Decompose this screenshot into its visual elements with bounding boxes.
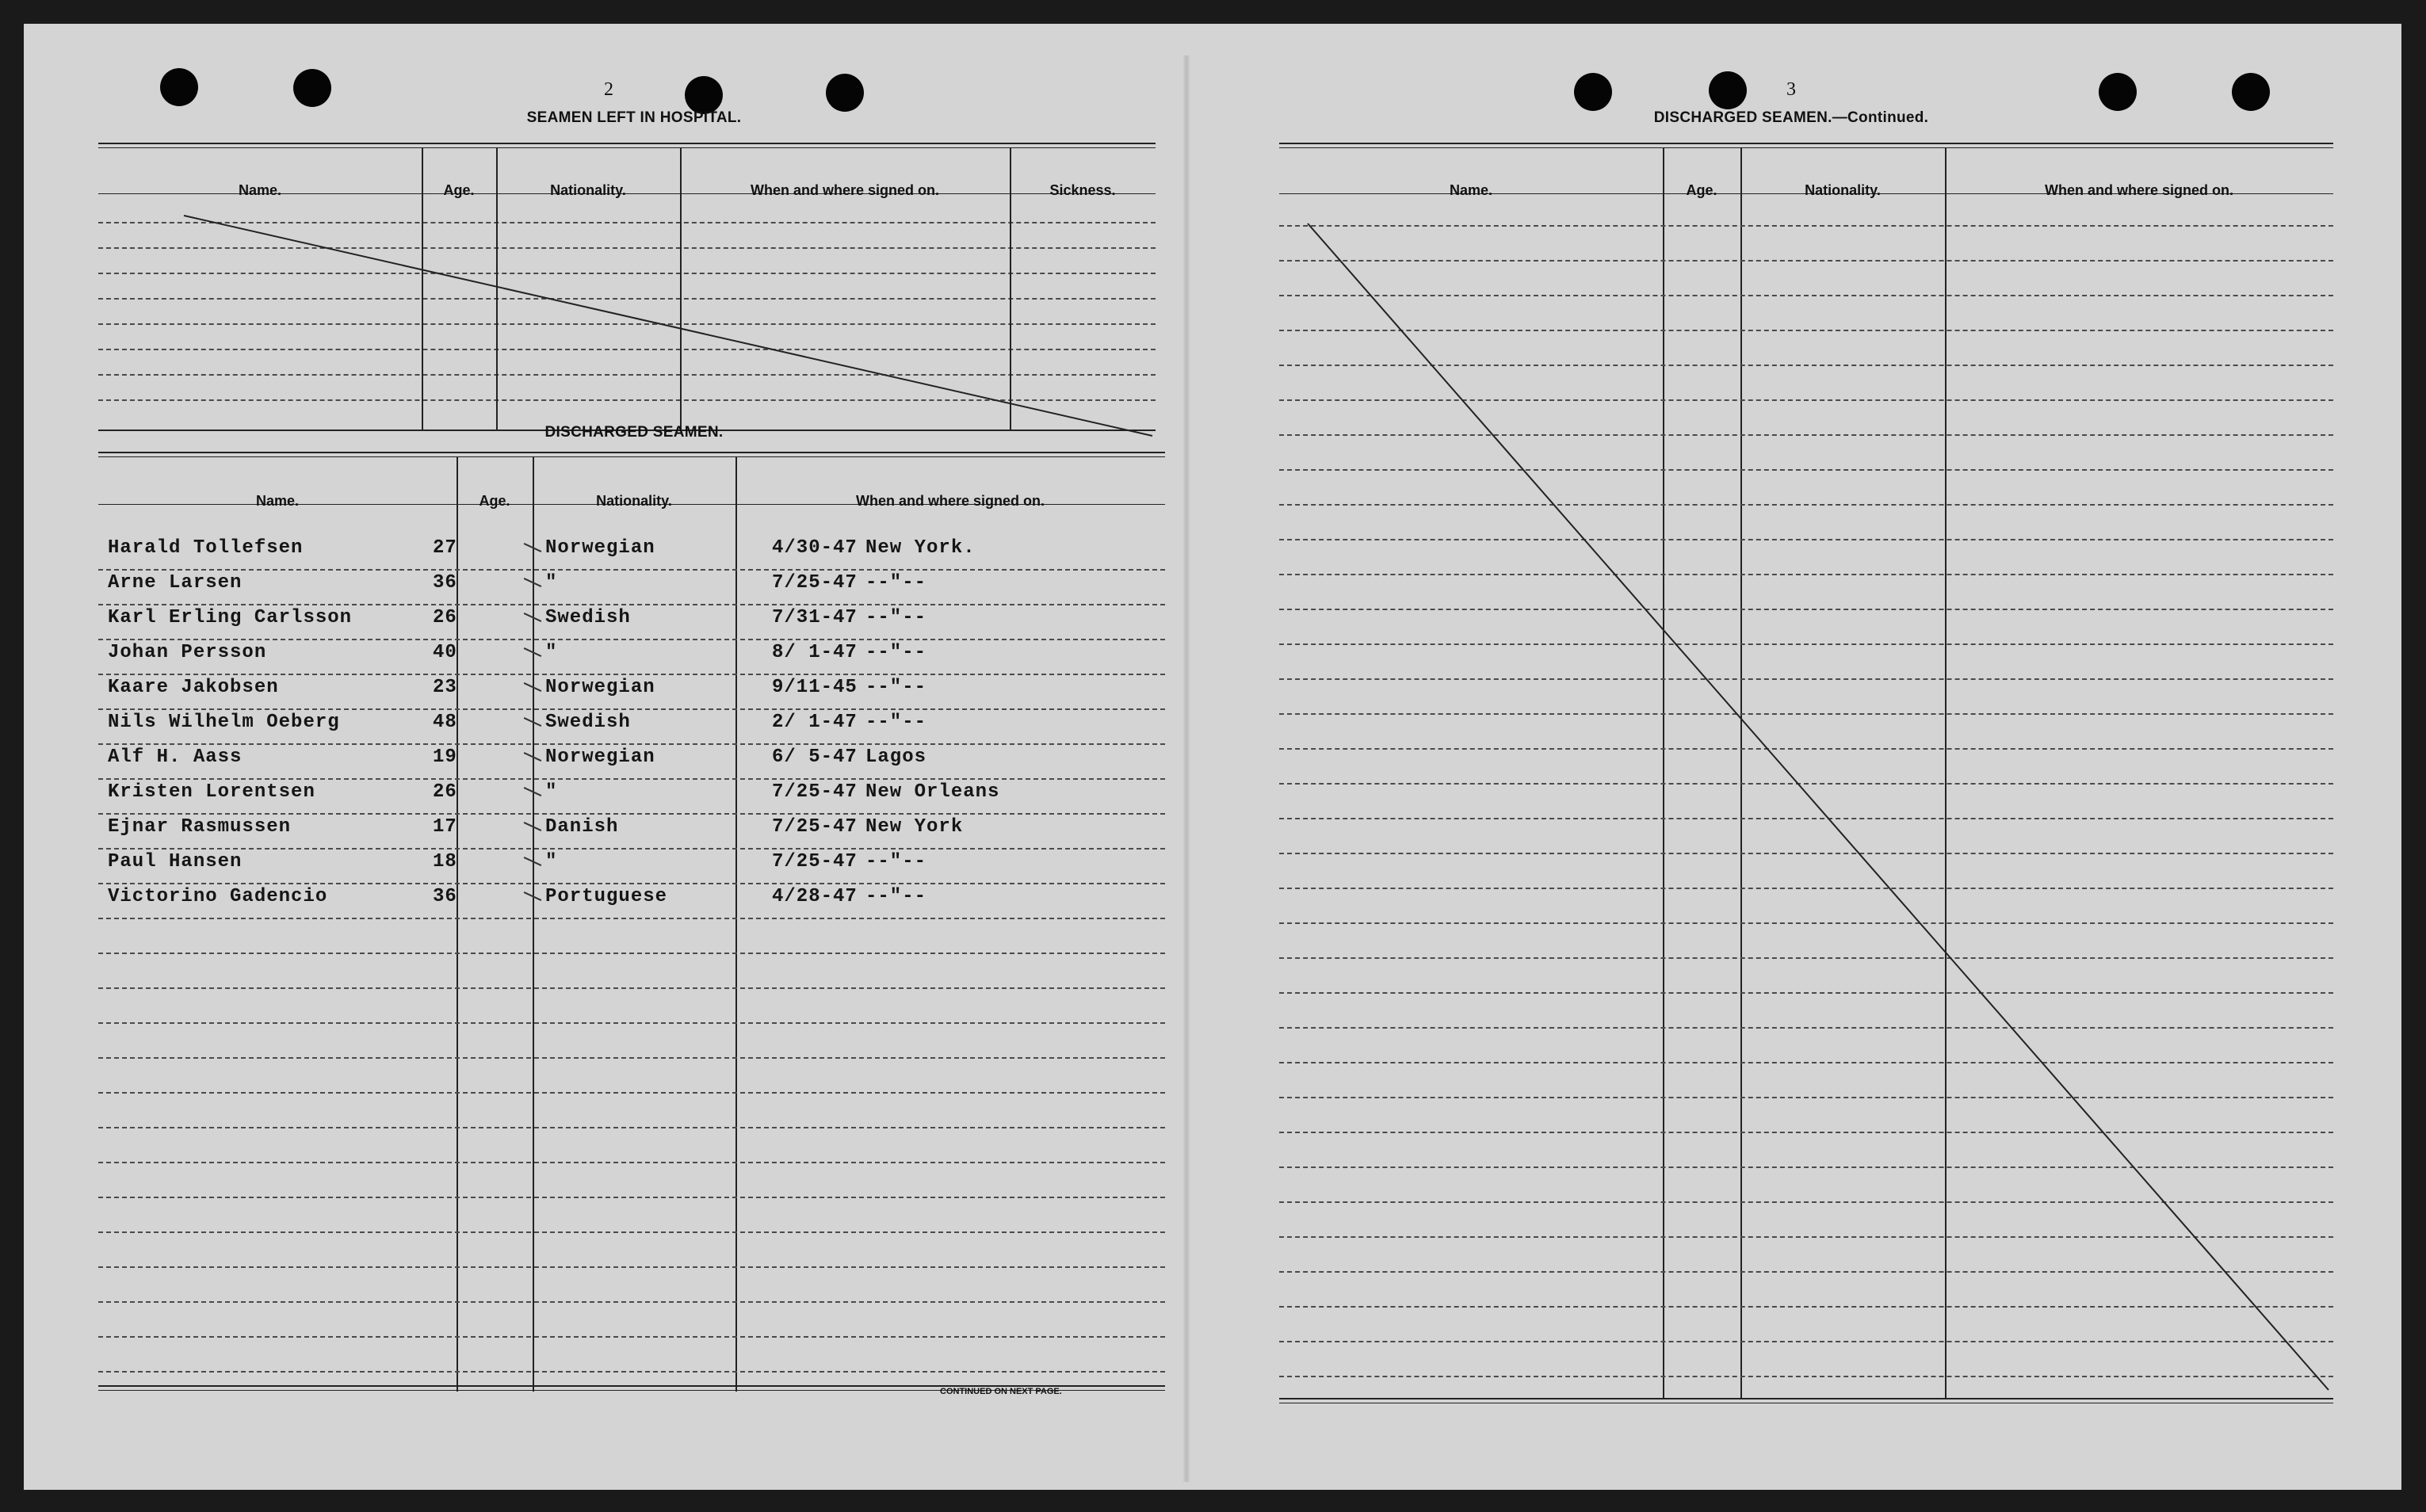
signed-on-date: 4/30-47	[772, 537, 858, 559]
seaman-age: 27	[433, 537, 457, 559]
continued-heading: DISCHARGED SEAMEN.—Continued.	[1653, 109, 1929, 126]
seaman-nationality: "	[545, 642, 558, 663]
table-row	[98, 605, 1165, 640]
ruled-line	[98, 1022, 1165, 1024]
signed-on-date: 7/25-47	[772, 781, 858, 803]
seaman-name: Karl Erling Carlsson	[108, 607, 353, 628]
signed-on-place: --"--	[865, 572, 927, 594]
ruled-line	[98, 604, 1165, 605]
check-mark	[524, 613, 542, 622]
seaman-name: Paul Hansen	[108, 851, 243, 872]
col-header-nationality: Nationality.	[550, 182, 626, 198]
cancel-line	[1279, 143, 2333, 1406]
signed-on-date: 9/11-45	[772, 677, 858, 698]
signed-on-date: 4/28-47	[772, 886, 858, 907]
check-mark	[524, 543, 542, 552]
seaman-name: Alf H. Aass	[108, 746, 243, 768]
signed-on-place: --"--	[865, 642, 927, 663]
seaman-age: 26	[433, 781, 457, 803]
ruled-line	[98, 1057, 1165, 1059]
col-header-signed-on: When and where signed on.	[855, 493, 1045, 509]
ruled-line	[98, 883, 1165, 884]
discharged-heading: DISCHARGED SEAMEN.	[544, 424, 724, 441]
seaman-name: Victorino Gadencio	[108, 886, 328, 907]
signed-on-place: --"--	[865, 677, 927, 698]
signed-on-place: New York.	[865, 537, 976, 559]
ruled-line	[98, 1371, 1165, 1373]
continued-table	[1279, 143, 2333, 1406]
seaman-age: 23	[433, 677, 457, 698]
table-row	[98, 884, 1165, 919]
ruled-line	[98, 848, 1165, 850]
signed-on-date: 7/25-47	[772, 816, 858, 838]
seaman-name: Johan Persson	[108, 642, 267, 663]
seaman-age: 48	[433, 712, 457, 733]
col-header-name: Name.	[1449, 182, 1493, 198]
seaman-age: 40	[433, 642, 457, 663]
ruled-line	[98, 743, 1165, 745]
left-page-number: 2	[604, 79, 613, 100]
signed-on-place: New York	[865, 816, 964, 838]
table-row	[98, 675, 1165, 710]
signed-on-date: 2/ 1-47	[772, 712, 858, 733]
right-page-number: 3	[1786, 79, 1796, 100]
signed-on-place: New Orleans	[865, 781, 1000, 803]
seaman-nationality: Norwegian	[545, 537, 655, 559]
punch-hole	[2099, 73, 2137, 111]
seaman-nationality: "	[545, 851, 558, 872]
ruled-line	[98, 1162, 1165, 1163]
seaman-age: 36	[433, 886, 457, 907]
punch-hole	[160, 68, 198, 106]
seaman-name: Kaare Jakobsen	[108, 677, 279, 698]
table-row	[98, 710, 1165, 745]
seaman-age: 19	[433, 746, 457, 768]
signed-on-place: Lagos	[865, 746, 927, 768]
seaman-nationality: Norwegian	[545, 677, 655, 698]
col-header-nationality: Nationality.	[596, 493, 672, 509]
col-header-name: Name.	[238, 182, 282, 198]
ruled-line	[98, 987, 1165, 989]
ruled-line	[98, 778, 1165, 780]
hospital-heading: SEAMEN LEFT IN HOSPITAL.	[526, 109, 742, 126]
seaman-nationality: Swedish	[545, 712, 631, 733]
ruled-line	[98, 813, 1165, 815]
ruled-line	[98, 569, 1165, 571]
signed-on-place: --"--	[865, 607, 927, 628]
ruled-line	[98, 1266, 1165, 1268]
binding-gutter	[1182, 55, 1190, 1482]
punch-hole	[685, 76, 723, 114]
seaman-nationality: Danish	[545, 816, 619, 838]
punch-hole	[2232, 73, 2270, 111]
signed-on-date: 7/31-47	[772, 607, 858, 628]
check-mark	[524, 682, 542, 692]
seaman-age: 26	[433, 607, 457, 628]
table-row	[98, 850, 1165, 884]
seaman-nationality: "	[545, 572, 558, 594]
signed-on-place: --"--	[865, 886, 927, 907]
table-row	[98, 780, 1165, 815]
table-row	[98, 536, 1165, 571]
seaman-name: Arne Larsen	[108, 572, 243, 594]
cancel-line	[98, 143, 1156, 436]
seaman-name: Harald Tollefsen	[108, 537, 304, 559]
table-row	[98, 571, 1165, 605]
signed-on-place: --"--	[865, 712, 927, 733]
signed-on-date: 6/ 5-47	[772, 746, 858, 768]
signed-on-date: 8/ 1-47	[772, 642, 858, 663]
seaman-nationality: "	[545, 781, 558, 803]
punch-hole	[293, 69, 331, 107]
document-spread	[24, 24, 2401, 1490]
check-mark	[524, 787, 542, 796]
ruled-line	[98, 918, 1165, 919]
hospital-table	[98, 143, 1156, 436]
seaman-nationality: Norwegian	[545, 746, 655, 768]
ruled-line	[98, 1127, 1165, 1128]
ruled-line	[98, 1197, 1165, 1198]
check-mark	[524, 857, 542, 866]
ruled-line	[98, 953, 1165, 954]
ruled-line	[98, 639, 1165, 640]
table-row	[98, 640, 1165, 675]
ruled-line	[98, 1301, 1165, 1303]
check-mark	[524, 752, 542, 762]
seaman-nationality: Portuguese	[545, 886, 668, 907]
seaman-nationality: Swedish	[545, 607, 631, 628]
seaman-name: Kristen Lorentsen	[108, 781, 315, 803]
ruled-line	[98, 674, 1165, 675]
col-header-signed-on: When and where signed on.	[750, 182, 940, 198]
col-header-age: Age.	[479, 493, 510, 509]
ruled-line	[98, 708, 1165, 710]
col-header-age: Age.	[1686, 182, 1717, 198]
col-header-sickness: Sickness.	[1049, 182, 1116, 198]
punch-hole	[826, 74, 864, 112]
check-mark	[524, 578, 542, 587]
seaman-age: 17	[433, 816, 457, 838]
punch-hole	[1574, 73, 1612, 111]
col-header-age: Age.	[443, 182, 475, 198]
ruled-line	[98, 1092, 1165, 1094]
ruled-line	[98, 1336, 1165, 1338]
check-mark	[524, 892, 542, 901]
discharged-table	[98, 452, 1165, 1392]
continued-note: CONTINUED ON NEXT PAGE.	[940, 1387, 1062, 1396]
punch-hole	[1709, 71, 1747, 109]
table-row	[98, 745, 1165, 780]
seaman-name: Ejnar Rasmussen	[108, 816, 292, 838]
signed-on-date: 7/25-47	[772, 851, 858, 872]
seaman-age: 18	[433, 851, 457, 872]
col-header-name: Name.	[255, 493, 300, 509]
table-row	[98, 815, 1165, 850]
check-mark	[524, 717, 542, 727]
col-header-nationality: Nationality.	[1805, 182, 1881, 198]
col-header-signed-on: When and where signed on.	[2044, 182, 2234, 198]
ruled-line	[98, 1231, 1165, 1233]
check-mark	[524, 647, 542, 657]
check-mark	[524, 822, 542, 831]
signed-on-place: --"--	[865, 851, 927, 872]
seaman-age: 36	[433, 572, 457, 594]
seaman-name: Nils Wilhelm Oeberg	[108, 712, 340, 733]
signed-on-date: 7/25-47	[772, 572, 858, 594]
